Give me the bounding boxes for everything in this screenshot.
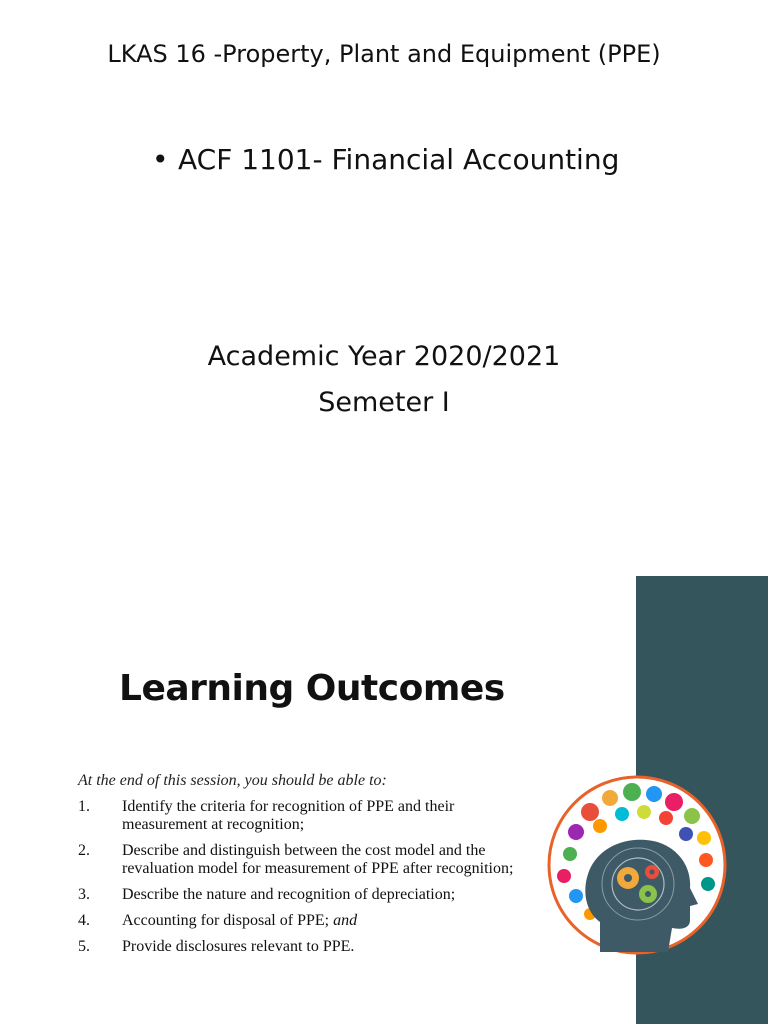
outcomes-intro: At the end of this session, you should be able to: [78, 772, 387, 789]
list-item: 2. Describe and distinguish between the cost model and the revaluation model for measurement of PPE after recognition; [78, 842, 514, 877]
course-name: ACF 1101- Financial Accounting [178, 143, 620, 176]
outcomes-list [78, 798, 530, 964]
learning-outcomes-heading: Learning Outcomes [119, 668, 505, 709]
course-bullet [152, 143, 619, 176]
list-item: 1. Identify the criteria for recognition of PPE and their measurement at recognition; [78, 798, 455, 833]
term-info [0, 334, 768, 426]
slide-title-heading: LKAS 16 -Property, Plant and Equipment (PPE) [107, 40, 661, 68]
semester: Semeter I [318, 387, 450, 418]
slide-learning-outcomes [0, 576, 768, 1024]
list-item: 3. Describe the nature and recognition of depreciation; [78, 886, 456, 903]
head-with-gears-icon [542, 772, 732, 958]
academic-year: Academic Year 2020/2021 [207, 341, 561, 372]
bullet-marker: • [152, 143, 169, 176]
list-item: 4. Accounting for disposal of PPE; and [78, 912, 358, 929]
list-item: 5. Provide disclosures relevant to PPE. [78, 938, 355, 955]
